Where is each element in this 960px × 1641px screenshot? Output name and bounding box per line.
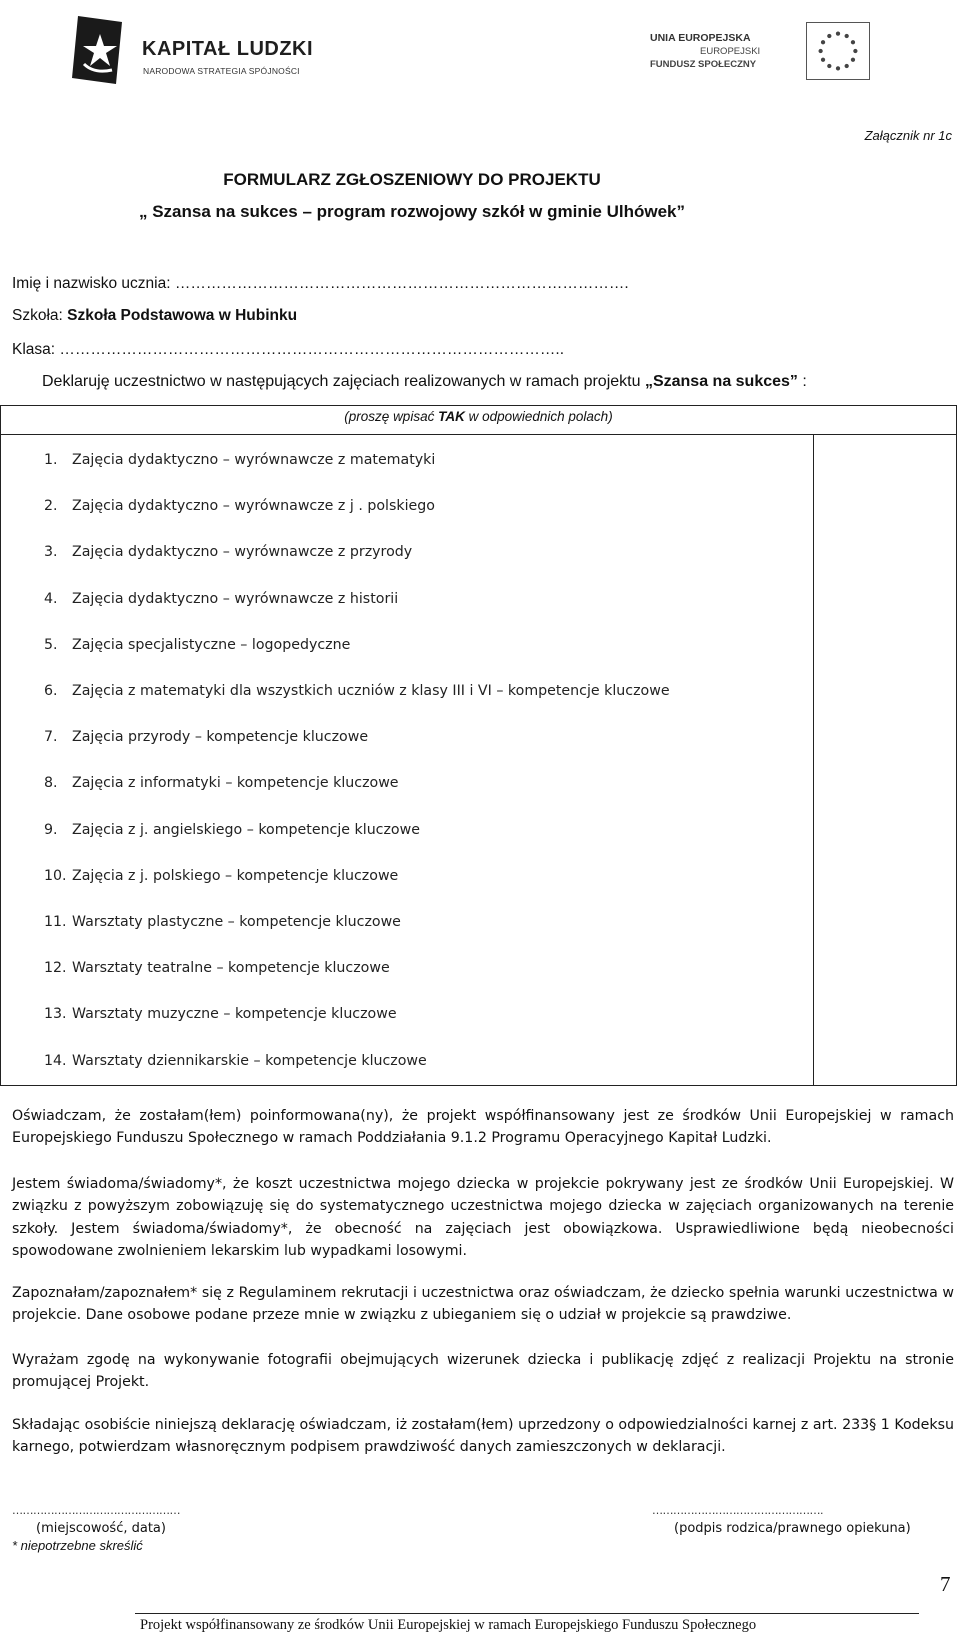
- row-label: Warsztaty muzyczne – kompetencje kluczowe: [72, 1006, 397, 1023]
- row-label: Zajęcia z matematyki dla wszystkich uczniów z klasy III i VI – kompetencje kluczowe: [72, 683, 670, 699]
- table-row[interactable]: [18, 683, 670, 699]
- row-number: 14.: [44, 1052, 67, 1069]
- table-row[interactable]: [18, 544, 412, 560]
- student-name-field[interactable]: [12, 275, 629, 293]
- row-number: 12.: [44, 960, 67, 977]
- attachment-label: Załącznik nr 1c: [864, 128, 952, 143]
- place-date-line[interactable]: …………………………………………: [12, 1504, 180, 1517]
- student-name-label: Imię i nazwisko ucznia:: [12, 275, 175, 292]
- logo-subtitle: NARODOWA STRATEGIA SPÓJNOŚCI: [143, 66, 300, 76]
- row-label: Warsztaty plastyczne – kompetencje kluczowe: [72, 914, 401, 930]
- footer-divider: [135, 1613, 919, 1614]
- project-title: „ Szansa na sukces – program rozwojowy szkół w gminie Ulhówek”: [138, 202, 686, 221]
- footer-text: Projekt współfinansowany ze środków Unii Europejskiej w ramach Europejskiego Funduszu Społecznego: [140, 1617, 757, 1633]
- row-label: Zajęcia dydaktyczno – wyrównawcze z przyrody: [72, 544, 413, 561]
- eu-logo-line1: UNIA EUROPEJSKA: [650, 32, 751, 44]
- eu-logo: [650, 22, 865, 82]
- row-number: 4.: [44, 590, 58, 607]
- row-label: Zajęcia dydaktyczno – wyrównawcze z historii: [72, 590, 399, 607]
- row-label: Zajęcia przyrody – kompetencje kluczowe: [72, 729, 369, 746]
- row-number: 3.: [44, 544, 58, 561]
- table-row[interactable]: [18, 637, 350, 653]
- statement-regulations: Zapoznałam/zapoznałem* się z Regulaminem rekrutacji i uczestnictwa oraz oświadczam, że dziecko spełnia warunki uczestnictwa w projekcie. Dane osobowe podane przeze mnie w związku z ubieganiem się o udział w projekcie są prawdziwe.: [12, 1285, 954, 1324]
- row-number: 7.: [44, 729, 58, 746]
- row-label: Zajęcia z j. angielskiego – kompetencje kluczowe: [72, 821, 420, 838]
- row-label: Zajęcia z j. polskiego – kompetencje kluczowe: [72, 867, 399, 884]
- statement-attendance: Jestem świadoma/świadomy*, że koszt uczestnictwa mojego dziecka w projekcie pokrywany jest ze środków Unii Europejskiej. W związku z powyższym zobowiązuję się do systematycznego uczestnictwa mojego dziecka w zajęciach organizowanych na terenie szkoły. Jestem świadoma/świadomy*, że obecność na zajęciach jest obowiązkowa. Usprawiedliwione będą nieobecności spowodowane zwolnieniem lekarskim lub wypadkami losowymi.: [12, 1176, 954, 1259]
- place-date-label: (miejscowość, data): [36, 1521, 166, 1536]
- table-row[interactable]: [18, 914, 401, 930]
- class-label: Klasa:: [12, 341, 60, 358]
- row-number: 6.: [44, 683, 58, 699]
- eu-logo-line2: EUROPEJSKI: [700, 46, 761, 57]
- row-number: 11.: [44, 914, 67, 930]
- eu-flag-icon: [806, 22, 870, 80]
- row-label: Zajęcia dydaktyczno – wyrównawcze z matematyki: [72, 452, 436, 468]
- table-row[interactable]: [18, 822, 420, 838]
- row-number: 9.: [44, 821, 58, 838]
- row-number: 10.: [44, 867, 67, 884]
- row-label: Zajęcia z informatyki – kompetencje kluczowe: [72, 775, 399, 792]
- row-number: 2.: [44, 498, 58, 515]
- school-label: Szkoła:: [12, 307, 68, 324]
- row-number: 1.: [44, 452, 58, 468]
- eu-logo-line3: FUNDUSZ SPOŁECZNY: [650, 59, 757, 70]
- table-row[interactable]: [18, 1053, 427, 1069]
- kapital-ludzki-logo: [70, 8, 350, 96]
- star-logo-icon: [70, 12, 130, 88]
- table-note-prefix: (proszę wpisać: [344, 409, 439, 424]
- statement-photo-consent: Wyrażam zgodę na wykonywanie fotografii obejmujących wizerunek dziecka i publikację zdjęć z realizacji Projektu na stronie promującej Projekt.: [12, 1352, 954, 1391]
- row-number: 8.: [44, 775, 58, 792]
- signature-label: (podpis rodzica/prawnego opiekuna): [674, 1521, 911, 1536]
- student-name-value: …………………………………………………………………………….: [174, 275, 629, 292]
- row-number: 13.: [44, 1006, 67, 1023]
- row-label: Zajęcia specjalistyczne – logopedyczne: [72, 636, 351, 653]
- form-title: FORMULARZ ZGŁOSZENIOWY DO PROJEKTU: [223, 170, 601, 189]
- table-row[interactable]: [18, 868, 398, 884]
- row-label: Warsztaty dziennikarskie – kompetencje kluczowe: [72, 1052, 427, 1069]
- declaration-prefix: Deklaruję uczestnictwo w następujących zajęciach realizowanych w ramach projektu: [42, 373, 645, 390]
- table-note-suffix: w odpowiednich polach): [464, 409, 613, 424]
- class-field[interactable]: [12, 341, 564, 359]
- row-number: 5.: [44, 636, 58, 653]
- logo-name: KAPITAŁ LUDZKI: [142, 38, 314, 60]
- table-note: [0, 409, 957, 424]
- footnote: * niepotrzebne skreślić: [12, 1538, 143, 1553]
- page-number: 7: [940, 1572, 951, 1596]
- statement-funding: Oświadczam, że zostałam(łem) poinformowana(ny), że projekt współfinansowany jest ze środków Unii Europejskiej w ramach Europejskiego Funduszu Społecznego w ramach Poddziałania 9.1.2 Programu Operacyjnego Kapitał Ludzki.: [12, 1108, 954, 1147]
- table-row[interactable]: [18, 729, 368, 745]
- table-column-divider: [813, 434, 814, 1086]
- declaration-suffix: :: [797, 373, 807, 390]
- declaration-line: [42, 373, 807, 391]
- table-row[interactable]: [18, 1006, 397, 1022]
- school-value: Szkoła Podstawowa w Hubinku: [67, 307, 298, 324]
- school-field: [12, 307, 297, 325]
- signature-line[interactable]: ………………………………………….: [652, 1504, 823, 1517]
- row-label: Warsztaty teatralne – kompetencje kluczowe: [72, 960, 390, 977]
- table-row[interactable]: [18, 960, 390, 976]
- table-row[interactable]: [18, 498, 435, 514]
- table-row[interactable]: [18, 775, 399, 791]
- row-label: Zajęcia dydaktyczno – wyrównawcze z j . polskiego: [72, 498, 435, 515]
- statement-liability: Składając osobiście niniejszą deklarację oświadczam, iż zostałam(łem) uprzedzony o odpowiedzialności karnej z art. 233§ 1 Kodeksu karnego, potwierdzam własnoręcznym podpisem prawdziwość danych zamieszczonych w deklaracji.: [12, 1417, 954, 1456]
- table-row[interactable]: [18, 452, 435, 468]
- declaration-project: „Szansa na sukces”: [644, 373, 798, 390]
- table-row[interactable]: [18, 591, 398, 607]
- table-note-bold: TAK: [438, 409, 465, 424]
- class-value: ……………………………………………………………………………………..: [59, 341, 565, 358]
